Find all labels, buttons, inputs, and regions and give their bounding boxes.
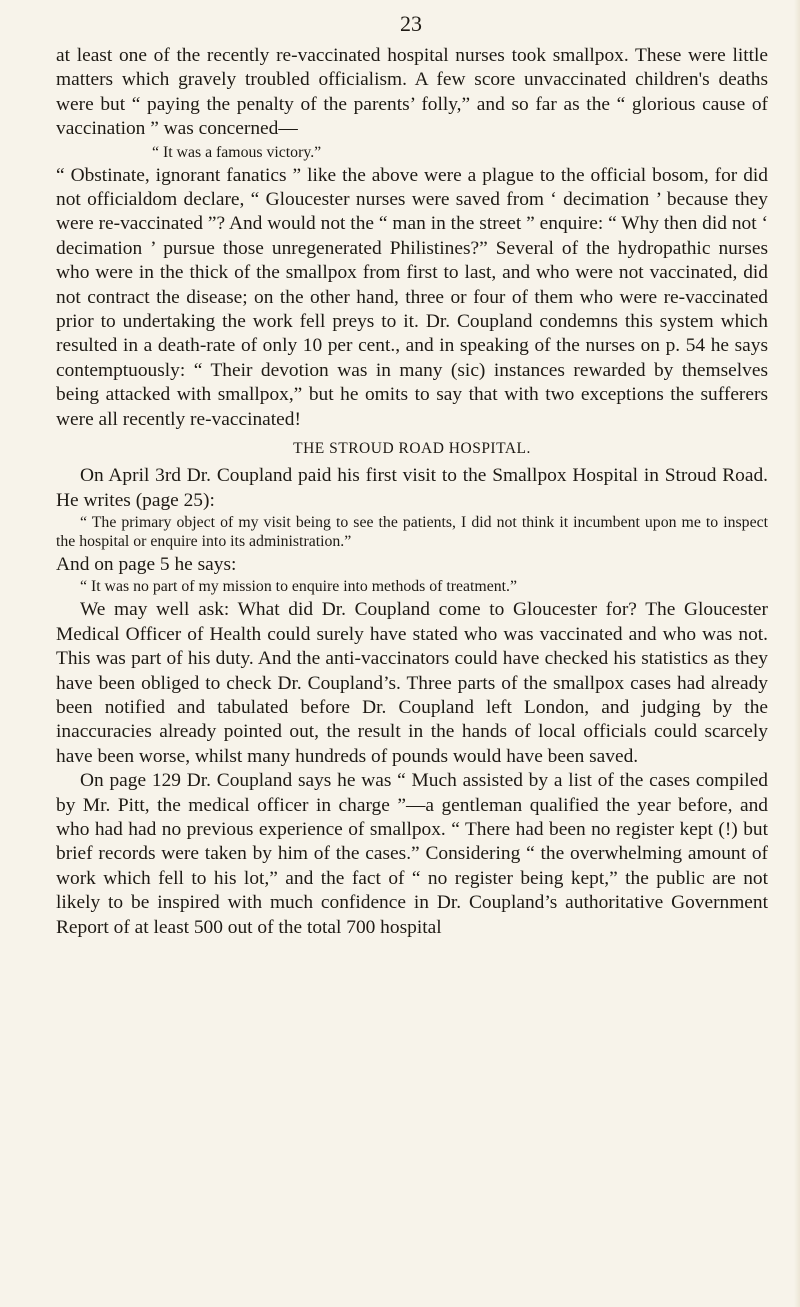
body-text bbox=[56, 44, 768, 940]
page-edge-shadow bbox=[794, 0, 800, 1307]
quote-no-part: “ It was no part of my mission to enquire into methods of treatment.” bbox=[80, 578, 517, 596]
section-heading: THE STROUD ROAD HOSPITAL. bbox=[293, 440, 531, 458]
paragraph-1: at least one of the recently re-vaccinated hospital nurses took smallpox. These were little matters which gravely troubled officialism. A few score unvaccinated children's deaths were but “ paying the penalty of the parents’ folly,” and so far as the “ glorious cause of vaccination ” was concerned— bbox=[56, 45, 768, 140]
paragraph-6: On page 129 Dr. Coupland says he was “ Much assisted by a list of the cases compiled by Mr. Pitt, the medical officer in charge ”—a gentleman qualified the year before, and who had had no previous experience of smallpox. “ There had been no register kept (!) but brief records were taken by him of the cases.” Considering “ the overwhelming amount of work which fell to his lot,” and the fact of “ no register being kept,” the public are not likely to be inspired with much confidence in Dr. Coupland’s authoritative Government Report of at least 500 out of the total 700 hospital bbox=[56, 770, 768, 938]
paragraph-3: On April 3rd Dr. Coupland paid his first visit to the Smallpox Hospital in Stroud Road. He writes (page 25): bbox=[56, 465, 768, 511]
paragraph-5: We may well ask: What did Dr. Coupland come to Gloucester for? The Gloucester Medical Officer of Health could surely have stated who was vaccinated and who was not. This was part of his duty. And the anti-vaccinators could have checked his statistics as they have been obliged to check Dr. Coupland’s. Three parts of the smallpox cases had already been notified and tabulated before Dr. Coupland left London, and judging by the inaccuracies already pointed out, the result in the hands of local officials could scarcely have been worse, whilst many hundreds of pounds would have been saved. bbox=[56, 599, 768, 767]
paragraph-2: “ Obstinate, ignorant fanatics ” like the above were a plague to the official bosom, for did not officialdom declare, “ Gloucester nurses were saved from ‘ decimation ’ because they were re-vaccinated ”? And would not the “ man in the street ” enquire: “ Why then did not ‘ decimation ’ pursue those unregenerated Philistines?” Several of the hydropathic nurses who were in the thick of the smallpox from first to last, and who were not vaccinated, did not contract the disease; on the other hand, three or four of them who were re-vaccinated prior to undertaking the work fell preys to it. Dr. Coupland condemns this system which resulted in a death-rate of only 10 per cent., and in speaking of the nurses on p. 54 he says contemptuously: “ Their devotion was in many (sic) instances rewarded by themselves being attacked with smallpox,” but he omits to say that with two exceptions the sufferers were all recently re-vaccinated! bbox=[56, 164, 768, 430]
paragraph-4: And on page 5 he says: bbox=[56, 553, 237, 575]
quote-primary-object: “ The primary object of my visit being to see the patients, I did not think it incumbent upon me to inspect the hospital or enquire into its administration.” bbox=[56, 513, 768, 550]
page-number: 23 bbox=[400, 11, 422, 36]
quote-famous-victory: “ It was a famous victory.” bbox=[152, 143, 322, 161]
